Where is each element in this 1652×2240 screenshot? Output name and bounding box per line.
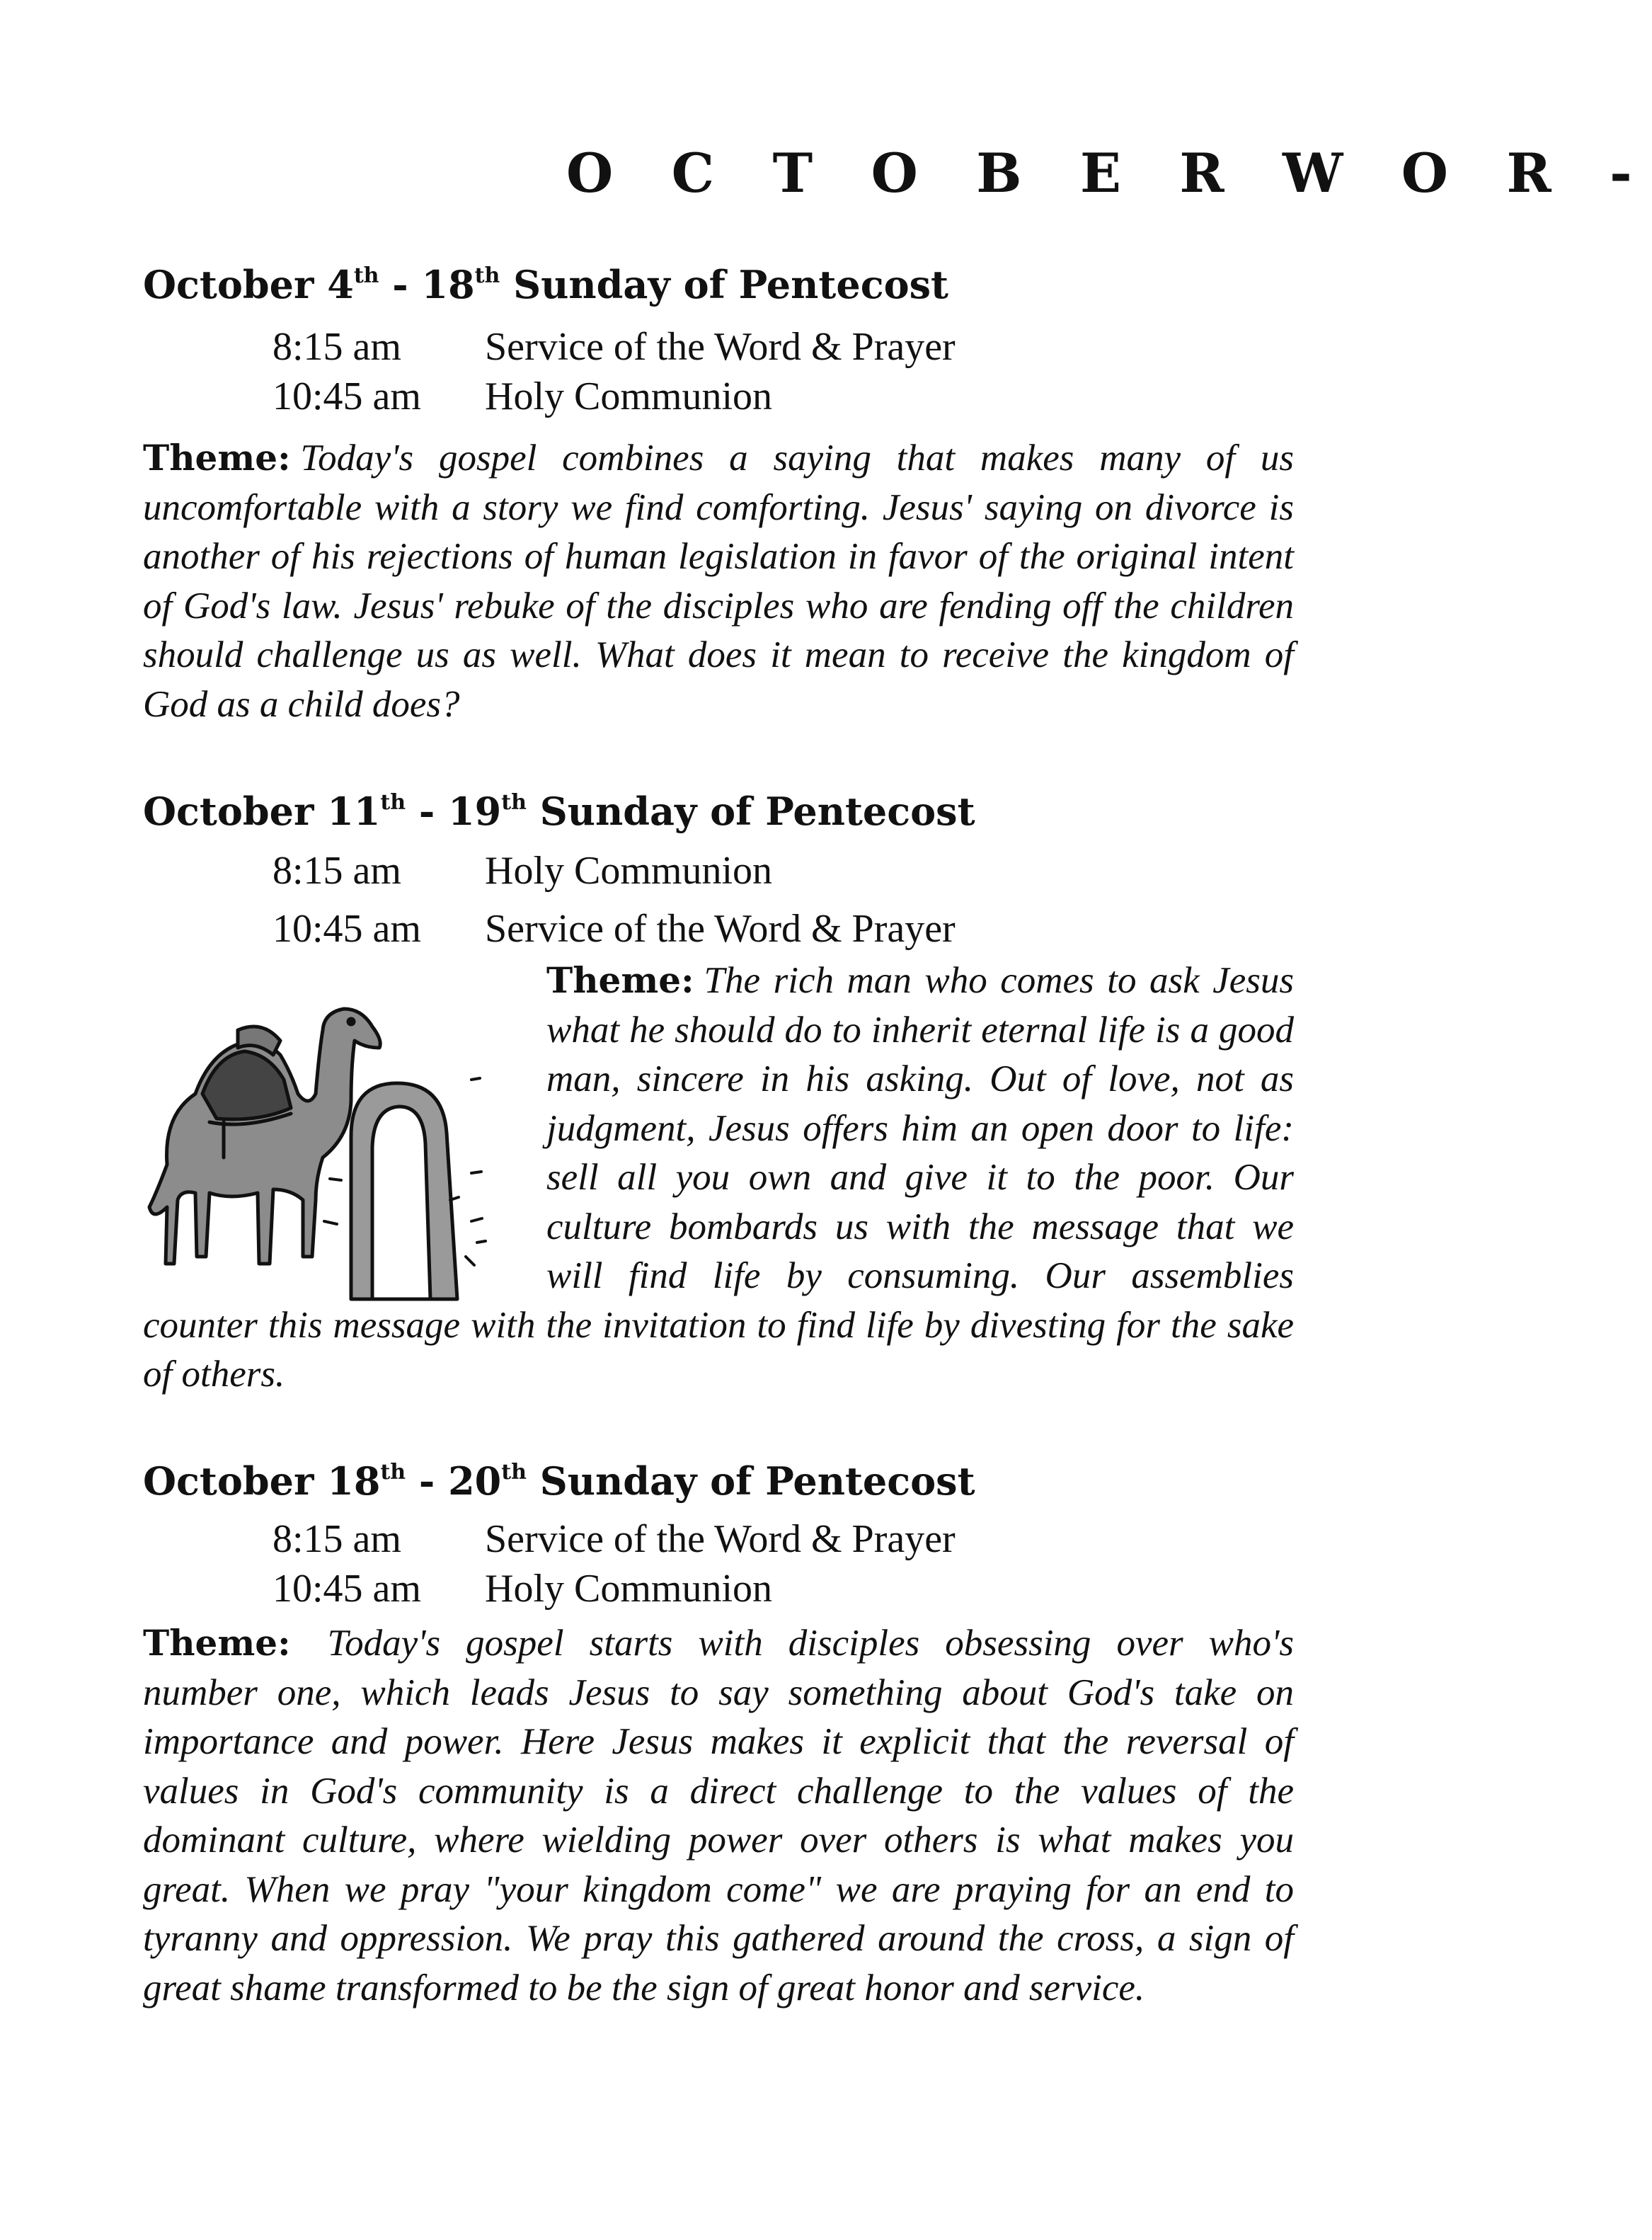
service-time: 10:45 am [273,907,421,951]
section-heading-oct-18 [143,1458,975,1504]
heading-date: October 4 [143,262,354,307]
heading-sunday-label: Sunday of Pentecost [526,789,975,834]
section-heading-oct-11 [143,789,975,834]
heading-sunday-label: Sunday of Pentecost [500,262,948,307]
service-time: 10:45 am [273,1567,421,1611]
service-time: 10:45 am [273,375,421,418]
heading-sunday-label: Sunday of Pentecost [526,1458,975,1504]
theme-text: Today's gospel starts with disciples obsessing over who's number one, which leads Jesus to say something about God's take on importance and power. Here Jesus makes it explicit that the reversal of values in God's community is a direct challenge to the values of the dominant culture, where wielding power over others is what makes you great. When we pray "your kingdom come" we are praying for an end to tyranny and oppression. We pray this gathered around the cross, a sign of great shame transformed to be the sign of great honor and service. [143,1623,1294,2008]
camel-and-needle-eye-icon [139,988,535,1299]
heading-sunday-suffix: th [501,1460,527,1485]
theme-label: Theme: [546,959,694,1001]
heading-sunday-suffix: th [474,263,500,288]
heading-separator: - [379,262,422,307]
heading-date-suffix: th [380,1460,406,1485]
heading-date: October 11 [143,789,381,834]
theme-text: Today's gospel combines a saying that makes many of us uncomfortable with a story we find comforting. Jesus' saying on divorce is another of his rejections of human legislation in favor of the original intent of God's law. Jesus' rebuke of the disciples who are fending off the children should challenge us as well. What does it mean to receive the kingdom of God as a child does? [143,438,1294,725]
heading-sunday-suffix: th [501,790,527,815]
service-time: 8:15 am [273,325,401,369]
heading-sunday-number: 18 [421,262,475,307]
theme-label: Theme: [143,1622,291,1664]
heading-date-suffix: th [380,790,406,815]
section-heading-oct-4 [143,262,948,307]
heading-date-suffix: th [353,263,379,288]
heading-separator: - [406,1458,449,1504]
service-name: Service of the Word & Prayer [485,907,956,951]
theme-text: The rich man who comes to ask Jesus what he should do to inherit eternal life is a good man, sincere in his asking. Out of love, not as judgment, Jesus offers him an open door to life: sell all you own and give it to the poor. Our culture bombards us with the message that we will find life by consuming. Our assemblies counter this message with the invitation to find life by divesting for the sake of others. [143,960,1294,1395]
heading-separator: - [406,789,449,834]
service-name: Holy Communion [485,1567,773,1611]
service-time: 8:15 am [273,849,401,893]
service-time: 8:15 am [273,1517,401,1561]
heading-sunday-number: 19 [448,789,502,834]
service-name: Holy Communion [485,849,773,893]
theme-paragraph [143,433,1294,729]
theme-paragraph [143,1618,1294,2013]
theme-label: Theme: [143,437,291,479]
page-title: O C T O B E R W O R - [566,142,1652,205]
service-name: Service of the Word & Prayer [485,1517,956,1561]
service-name: Holy Communion [485,375,773,418]
heading-date: October 18 [143,1458,381,1504]
heading-sunday-number: 20 [448,1458,502,1504]
service-name: Service of the Word & Prayer [485,325,956,369]
